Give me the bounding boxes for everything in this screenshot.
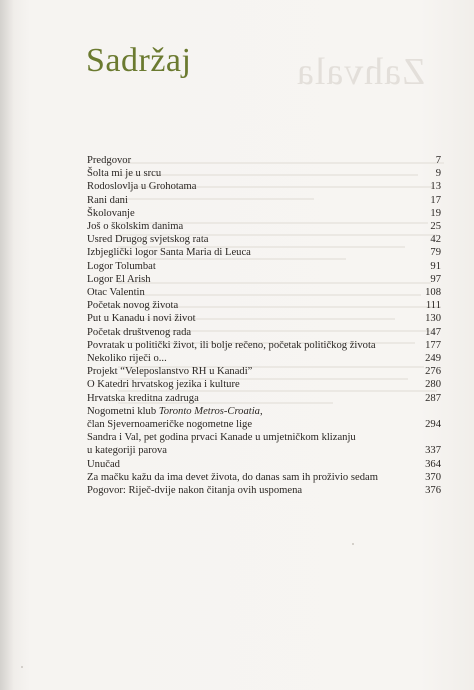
toc-entry — [87, 233, 441, 246]
toc-entry-page: 177 — [425, 339, 441, 351]
toc-entry-title — [87, 405, 413, 431]
toc-entry-title-suffix: , — [259, 405, 263, 417]
toc-entry-page: 13 — [430, 181, 441, 193]
toc-entry — [87, 180, 441, 193]
toc-entry — [87, 431, 441, 457]
toc-entry-title: Početak društvenog rada — [87, 326, 192, 338]
toc-entry-title — [87, 431, 413, 457]
toc-entry-page: 111 — [425, 300, 441, 312]
toc-entry-title: Početak novog života — [87, 300, 179, 312]
toc-entry-page: 276 — [425, 366, 441, 378]
toc-entry-title: Šolta mi je u srcu — [87, 168, 162, 180]
toc-entry-title: Povratak u politički život, ili bolje rečeno, početak političkog života — [87, 339, 376, 351]
toc-entry-title: Hrvatska kreditna zadruga — [87, 392, 199, 404]
toc-entry-title-italic: Toronto Metros-Croatia — [158, 405, 260, 417]
paper-speck — [21, 666, 23, 668]
toc-entry-title: Nekoliko riječi o... — [87, 353, 167, 365]
toc-entry-page: 294 — [425, 419, 441, 431]
toc-entry-title: Školovanje — [87, 207, 135, 219]
toc-entry-page: 130 — [425, 313, 441, 325]
toc-entry — [87, 167, 441, 180]
toc-entry — [87, 299, 441, 312]
toc-entry-title: Projekt “Veleposlanstvo RH u Kanadi” — [87, 366, 253, 378]
toc-entry-page: 91 — [430, 260, 441, 272]
toc-entry-title: Pogovor: Riječ-dvije nakon čitanja ovih uspomena — [87, 485, 303, 497]
toc-entry-title: Unučad — [87, 458, 120, 470]
toc-entry-page: 376 — [425, 485, 441, 497]
toc-entry-title: Za mačku kažu da ima devet života, do danas sam ih proživio sedam — [87, 471, 378, 483]
toc-entry — [87, 260, 441, 273]
toc-entry-page: 79 — [430, 247, 441, 259]
toc-entry-title: Put u Kanadu i novi život — [87, 313, 196, 325]
toc-entry — [87, 194, 441, 207]
toc-entry — [87, 154, 441, 167]
toc-entry — [87, 339, 441, 352]
toc-entry-title: Predgovor — [87, 155, 132, 166]
toc-entry-page: 17 — [430, 194, 441, 206]
toc-entry — [87, 312, 441, 325]
toc-entry-title: Rani dani — [87, 194, 128, 206]
toc-entry-page: 108 — [425, 287, 441, 299]
toc-entry — [87, 246, 441, 259]
toc-entry-title-prefix: Nogometni klub — [87, 405, 159, 417]
toc-entry — [87, 273, 441, 286]
toc-entry — [87, 207, 441, 220]
toc-entry-title: Usred Drugog svjetskog rata — [87, 234, 209, 246]
toc-entry-page: 280 — [425, 379, 441, 391]
paper-speck — [352, 543, 354, 545]
toc-entry-title: Otac Valentin — [87, 287, 145, 299]
toc-entry-title-line2: u kategoriji parova — [87, 445, 168, 457]
toc-entry-page: 19 — [430, 207, 441, 219]
toc-entry-page: 287 — [425, 392, 441, 404]
toc-entry-page: 97 — [430, 273, 441, 285]
toc-entry-title: Rodoslovlja u Grohotama — [87, 181, 197, 193]
toc-entry-page: 7 — [435, 155, 441, 166]
toc-entry — [87, 286, 441, 299]
page-title: Sadržaj — [86, 42, 192, 79]
toc-entry — [87, 365, 441, 378]
toc-entry-page: 147 — [425, 326, 441, 338]
toc-entry-page: 337 — [425, 445, 441, 457]
spine-shadow — [0, 0, 14, 690]
toc-entry-page: 249 — [425, 353, 441, 365]
toc-entry-page: 25 — [430, 221, 441, 233]
toc-entry — [87, 352, 441, 365]
toc-entry-title: O Katedri hrvatskog jezika i kulture — [87, 379, 240, 391]
toc-entry — [87, 484, 441, 497]
toc-entry-title-line2: član Sjevernoameričke nogometne lige — [87, 419, 253, 431]
toc-entry — [87, 326, 441, 339]
toc-entry — [87, 458, 441, 471]
toc-entry-title: Još o školskim danima — [87, 221, 184, 233]
toc-entry — [87, 405, 441, 431]
toc-entry-title-line1: Sandra i Val, pet godina prvaci Kanade u umjetničkom klizanju — [87, 432, 356, 444]
bleed-through-heading: Zahvala — [296, 51, 426, 93]
toc-entry-page: 370 — [425, 471, 441, 483]
toc-entry-title: Izbjeglički logor Santa Maria di Leuca — [87, 247, 251, 259]
toc-entry-title: Logor El Arish — [87, 273, 151, 285]
toc-entry — [87, 471, 441, 484]
toc-entry — [87, 378, 441, 391]
toc-entry — [87, 220, 441, 233]
toc-entry-title: Logor Tolumbat — [87, 260, 156, 272]
toc-entry-page: 9 — [435, 168, 441, 180]
toc-entry-page: 42 — [430, 234, 441, 246]
toc-entry — [87, 392, 441, 405]
toc-entry-page: 364 — [425, 458, 441, 470]
table-of-contents — [87, 154, 441, 497]
